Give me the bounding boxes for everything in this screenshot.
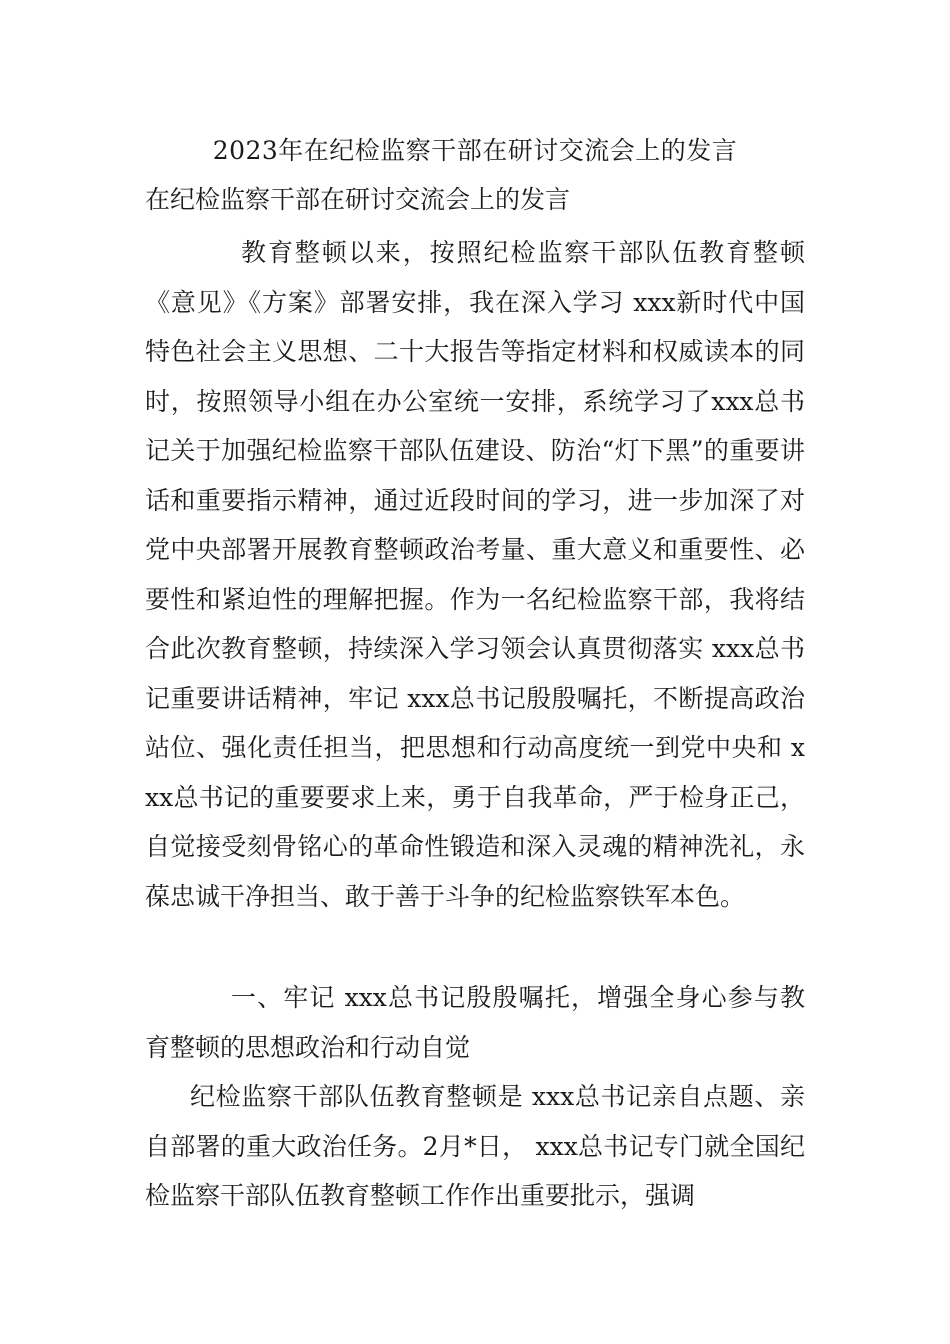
- body-paragraph-section-1: 纪检监察干部队伍教育整顿是 xxx总书记亲自点题、亲自部署的重大政治任务。2月*日， xxx总书记专门就全国纪检监察干部队伍教育整顿工作作出重要批示，强调: [145, 1082, 805, 1210]
- body-paragraph-intro: 教育整顿以来，按照纪检监察干部队伍教育整顿《意见》《方案》部署安排，我在深入学习 xxx新时代中国特色社会主义思想、二十大报告等指定材料和权威读本的同时，按照领导小组在办公室统一安排，系统学习了xxx总书记关于加强纪检监察干部队伍建设、防治“灯下黑”的重要讲话和重要指示精神，通过近段时间的学习，进一步加深了对党中央部署开展教育整顿政治考量、重大意义和重要性、必要性和紧迫性的理解把握。作为一名纪检监察干部，我将结合此次教育整顿，持续深入学习领会认真贯彻落实 xxx总书记重要讲话精神，牢记 xxx总书记殷殷嘱托，不断提高政治站位、强化责任担当，把思想和行动高度统一到党中央和 xxx总书记的重要要求上来，勇于自我革命，严于检身正己，自觉接受刻骨铭心的革命性锻造和深入灵魂的精神洗礼，永葆忠诚干净担当、敢于善于斗争的纪检监察铁军本色。: [145, 238, 805, 911]
- document-subtitle: 在纪检监察干部在研讨交流会上的发言: [145, 185, 571, 214]
- paragraph-block-1: [145, 228, 805, 921]
- section-heading-1: 一、牢记 xxx总书记殷殷嘱托，增强全身心参与教育整顿的思想政治和行动自觉: [145, 983, 805, 1062]
- paragraph-block-2: [145, 973, 805, 1072]
- document-title: 2023年在纪检监察干部在研讨交流会上的发言: [212, 136, 738, 165]
- paragraph-block-3: [145, 1072, 805, 1221]
